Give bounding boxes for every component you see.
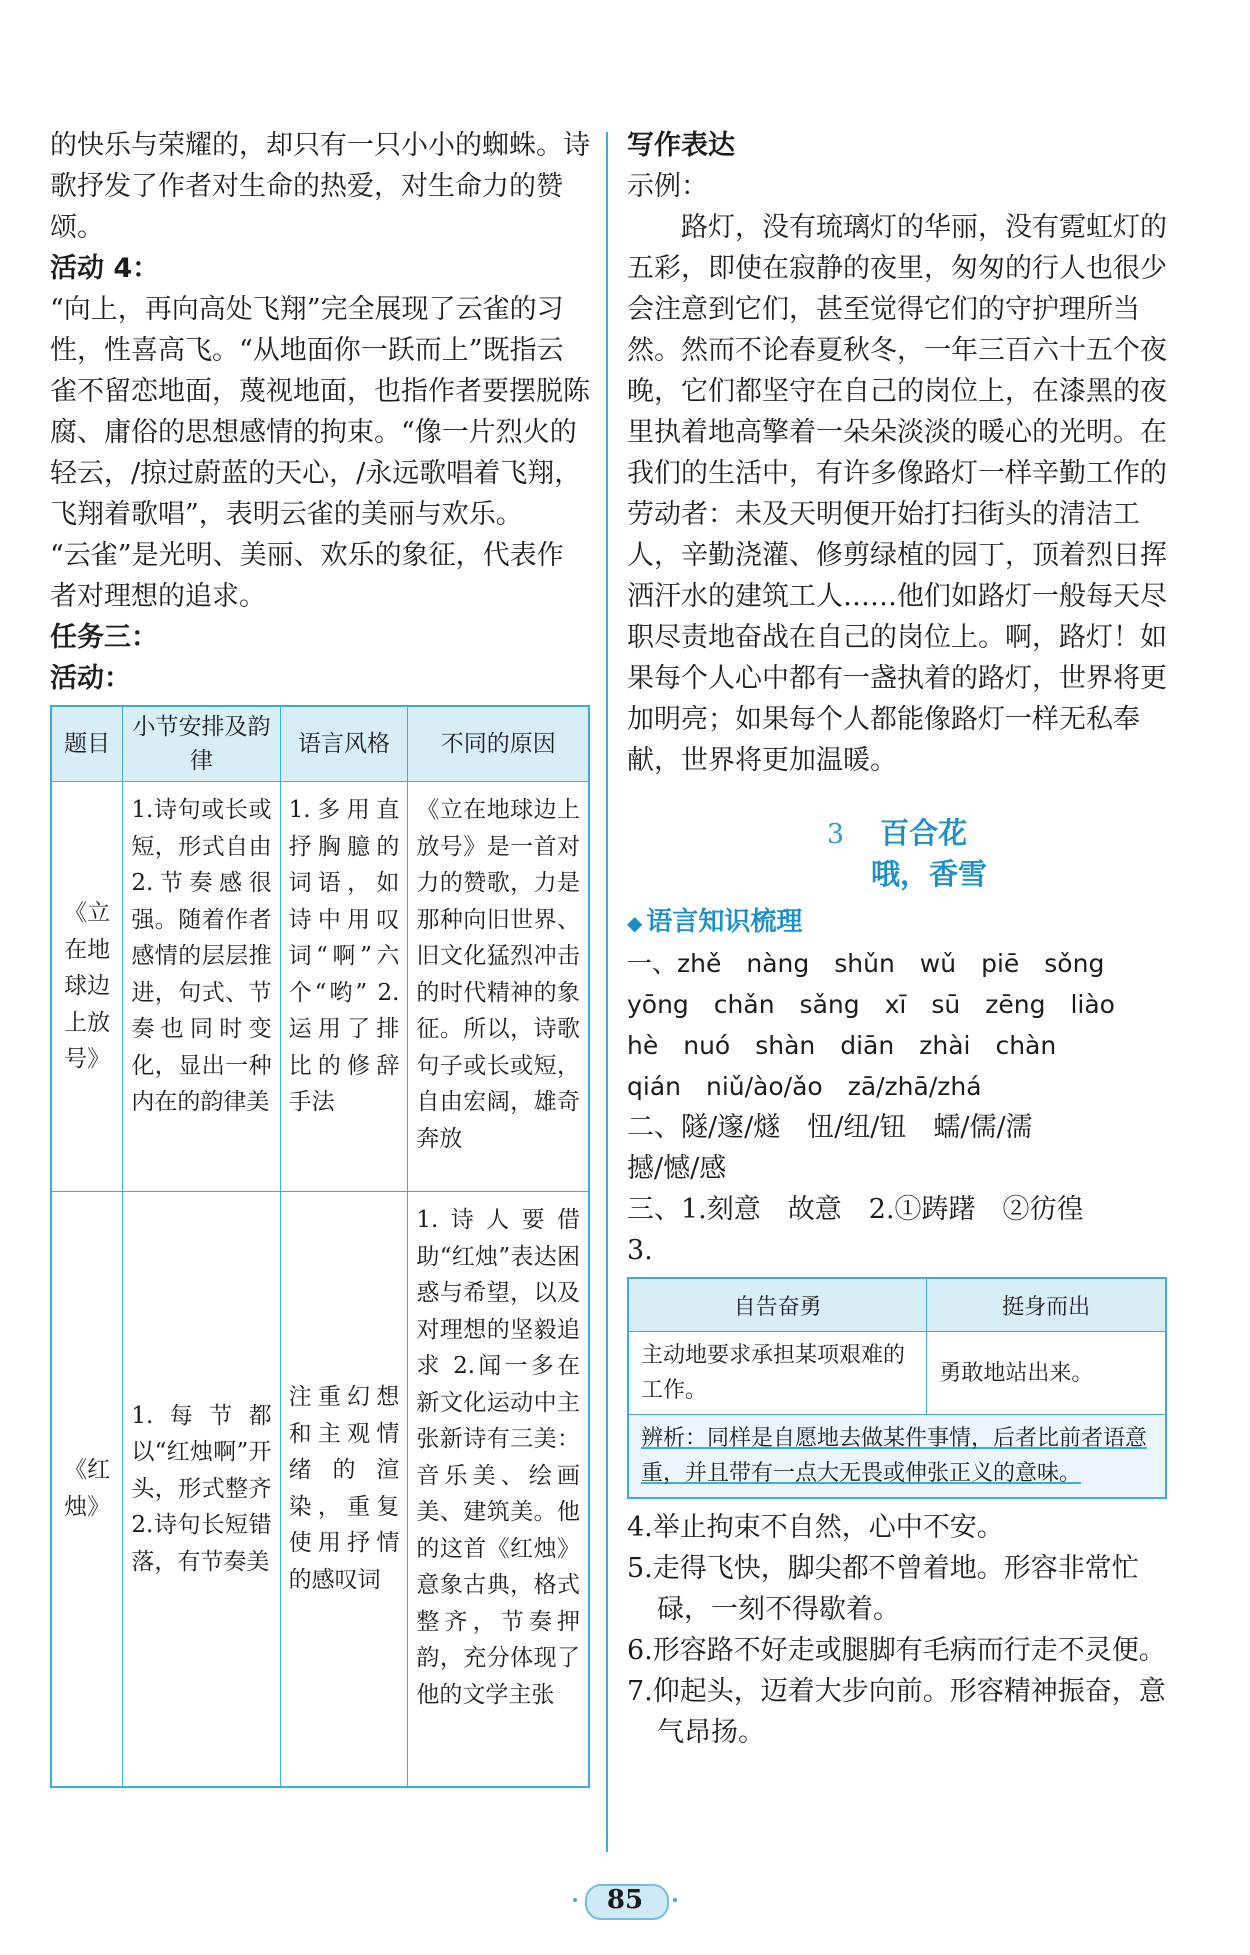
paragraph-spider: 的快乐与荣耀的，却只有一只小小的蜘蛛。诗歌抒发了作者对生命的热爱，对生命力的赞颂。 [50, 130, 590, 243]
page-number: 85 [606, 1885, 644, 1915]
header-style: 语言风格 [280, 706, 408, 782]
cell-meaning-1: 主动地要求承担某项艰难的工作。 [628, 1332, 927, 1415]
pinyin-line: hè nuó shàn diān zhài chàn [627, 1031, 1057, 1060]
poem-comparison-table [50, 705, 590, 1788]
heading-activity: 活动： [50, 663, 131, 694]
example-essay: 路灯，没有琉璃灯的华丽，没有霓虹灯的五彩，即使在寂静的夜里，匆匆的行人也很少会注意到它们，甚至觉得它们的守护理所当然。然而不论春夏秋冬，一年三百六十五个夜晚，它们都坚守在自己的岗位上，在漆黑的夜里执着地高擎着一朵朵淡淡的暖心的光明。在我们的生活中，有许多像路灯一样辛勤工作的劳动者：未及天明便开始打扫街头的清洁工人，辛勤浇灌、修剪绿植的园丁，顶着烈日挥洒汗水的建筑工人……他们如路灯一般每天尽职尽责地奋战在自己的岗位上。啊，路灯！如果每个人心中都有一盏执着的路灯，世界将更加明亮；如果每个人都能像路灯一样无私奉献，世界将更加温暖。 [627, 212, 1167, 776]
table-row [628, 1332, 1166, 1415]
header-rhythm: 小节安排及韵律 [123, 706, 280, 782]
pinyin-line: yōng chǎn sǎng xī sū zēng liào [627, 990, 1115, 1019]
answer-2-cont: 撼/憾/感 [627, 1153, 727, 1184]
header-idiom-1: 自告奋勇 [628, 1278, 927, 1332]
table-header-row [628, 1278, 1166, 1332]
answer-6: 6.形容路不好走或腿脚有毛病而行走不灵便。 [627, 1635, 1166, 1666]
lesson-number: 3 [826, 819, 845, 850]
cell-style: 注重幻想和主观情绪的渲染，重复使用抒情的感叹词 [280, 1192, 408, 1787]
header-idiom-2: 挺身而出 [927, 1278, 1166, 1332]
right-column [627, 125, 1167, 1753]
paragraph-skylark: “向上，再向高处飞翔”完全展现了云雀的习性，性喜高飞。“从地面你一跃而上”既指云雀不留恋地面，蔑视地面，也指作者要摆脱陈腐、庸俗的思想感情的拘束。“像一片烈火的轻云，/掠过蔚蓝的天心，/永远歌唱着飞翔，飞翔着歌唱”，表明云雀的美丽与欢乐。 [50, 294, 590, 530]
lesson-subtitle: 哦，香雪 [870, 857, 987, 891]
pinyin-line: qián niǔ/ào/ǎo zā/zhā/zhá [627, 1072, 982, 1101]
lesson-heading [627, 811, 1167, 896]
table-header-row [51, 706, 589, 782]
cell-rhythm: 1.诗句或长或短，形式自由 2.节奏感很强。随着作者感情的层层推进，句式、节奏也同时变化，显出一种内在的韵律美 [123, 782, 280, 1192]
section-heading [627, 902, 1167, 943]
diamond-icon: ◆ [627, 911, 643, 935]
section-title: 语言知识梳理 [646, 907, 803, 937]
cell-reason: 1.诗人要借助“红烛”表达困惑与希望，以及对理想的坚毅追求 2.闻一多在新文化运动中主张新诗有三美：音乐美、绘画美、建筑美。他的这首《红烛》意象古典，格式整齐，节奏押韵，充分体现了他的文学主张 [408, 1192, 589, 1787]
column-divider [606, 132, 608, 1852]
cell-meaning-2: 勇敢地站出来。 [927, 1332, 1166, 1415]
header-title: 题目 [51, 706, 123, 782]
paragraph-symbol: “云雀”是光明、美丽、欢乐的象征，代表作者对理想的追求。 [50, 540, 564, 612]
answer-3: 三、1.刻意 故意 2.①踌躇 ②彷徨 [627, 1194, 1084, 1225]
cell-title: 《立在地球边上放号》 [51, 782, 123, 1192]
cell-rhythm: 1.每节都以“红烛啊”开头，形式整齐 2.诗句长短错落，有节奏美 [123, 1192, 280, 1787]
table-row [51, 1192, 589, 1787]
heading-activity-4: 活动 4： [50, 253, 160, 284]
answer-4: 4.举止拘束不自然，心中不安。 [627, 1512, 1004, 1543]
page-number-badge [575, 1880, 675, 1920]
example-label: 示例： [627, 171, 708, 202]
lesson-title: 百合花 [880, 816, 968, 850]
table-row [628, 1415, 1166, 1499]
answer-2: 二、隧/邃/燧 忸/纽/钮 蠕/儒/濡 [627, 1112, 1033, 1143]
analysis-note [628, 1415, 1166, 1499]
cell-reason: 《立在地球边上放号》是一首对力的赞歌，力是那种向旧世界、旧文化猛烈冲击的时代精神的象征。所以，诗歌句子或长或短，自由宏阔，雄奇奔放 [408, 782, 589, 1192]
heading-writing: 写作表达 [627, 130, 735, 161]
table-row [51, 782, 589, 1192]
cell-style: 1.多用直抒胸臆的词语，如诗中用叹词“啊”六个“哟” 2.运用了排比的修辞手法 [280, 782, 408, 1192]
answer-5: 5.走得飞快，脚尖都不曾着地。形容非常忙碌，一刻不得歇着。 [627, 1553, 1139, 1625]
idiom-table [627, 1277, 1167, 1499]
left-column [50, 125, 590, 1788]
heading-task-3: 任务三： [50, 622, 158, 653]
answer-3-label: 3. [627, 1235, 653, 1266]
cell-title: 《红烛》 [51, 1192, 123, 1787]
header-reason: 不同的原因 [408, 706, 589, 782]
analysis-text: 辨析：同样是自愿地去做某件事情，后者比前者语意重，并且带有一点大无畏或伸张正义的意味。 [641, 1426, 1148, 1486]
answer-7: 7.仰起头，迈着大步向前。形容精神振奋，意气昂扬。 [627, 1676, 1166, 1748]
pinyin-line: 一、zhě nàng shǔn wǔ piē sǒng [627, 949, 1105, 978]
